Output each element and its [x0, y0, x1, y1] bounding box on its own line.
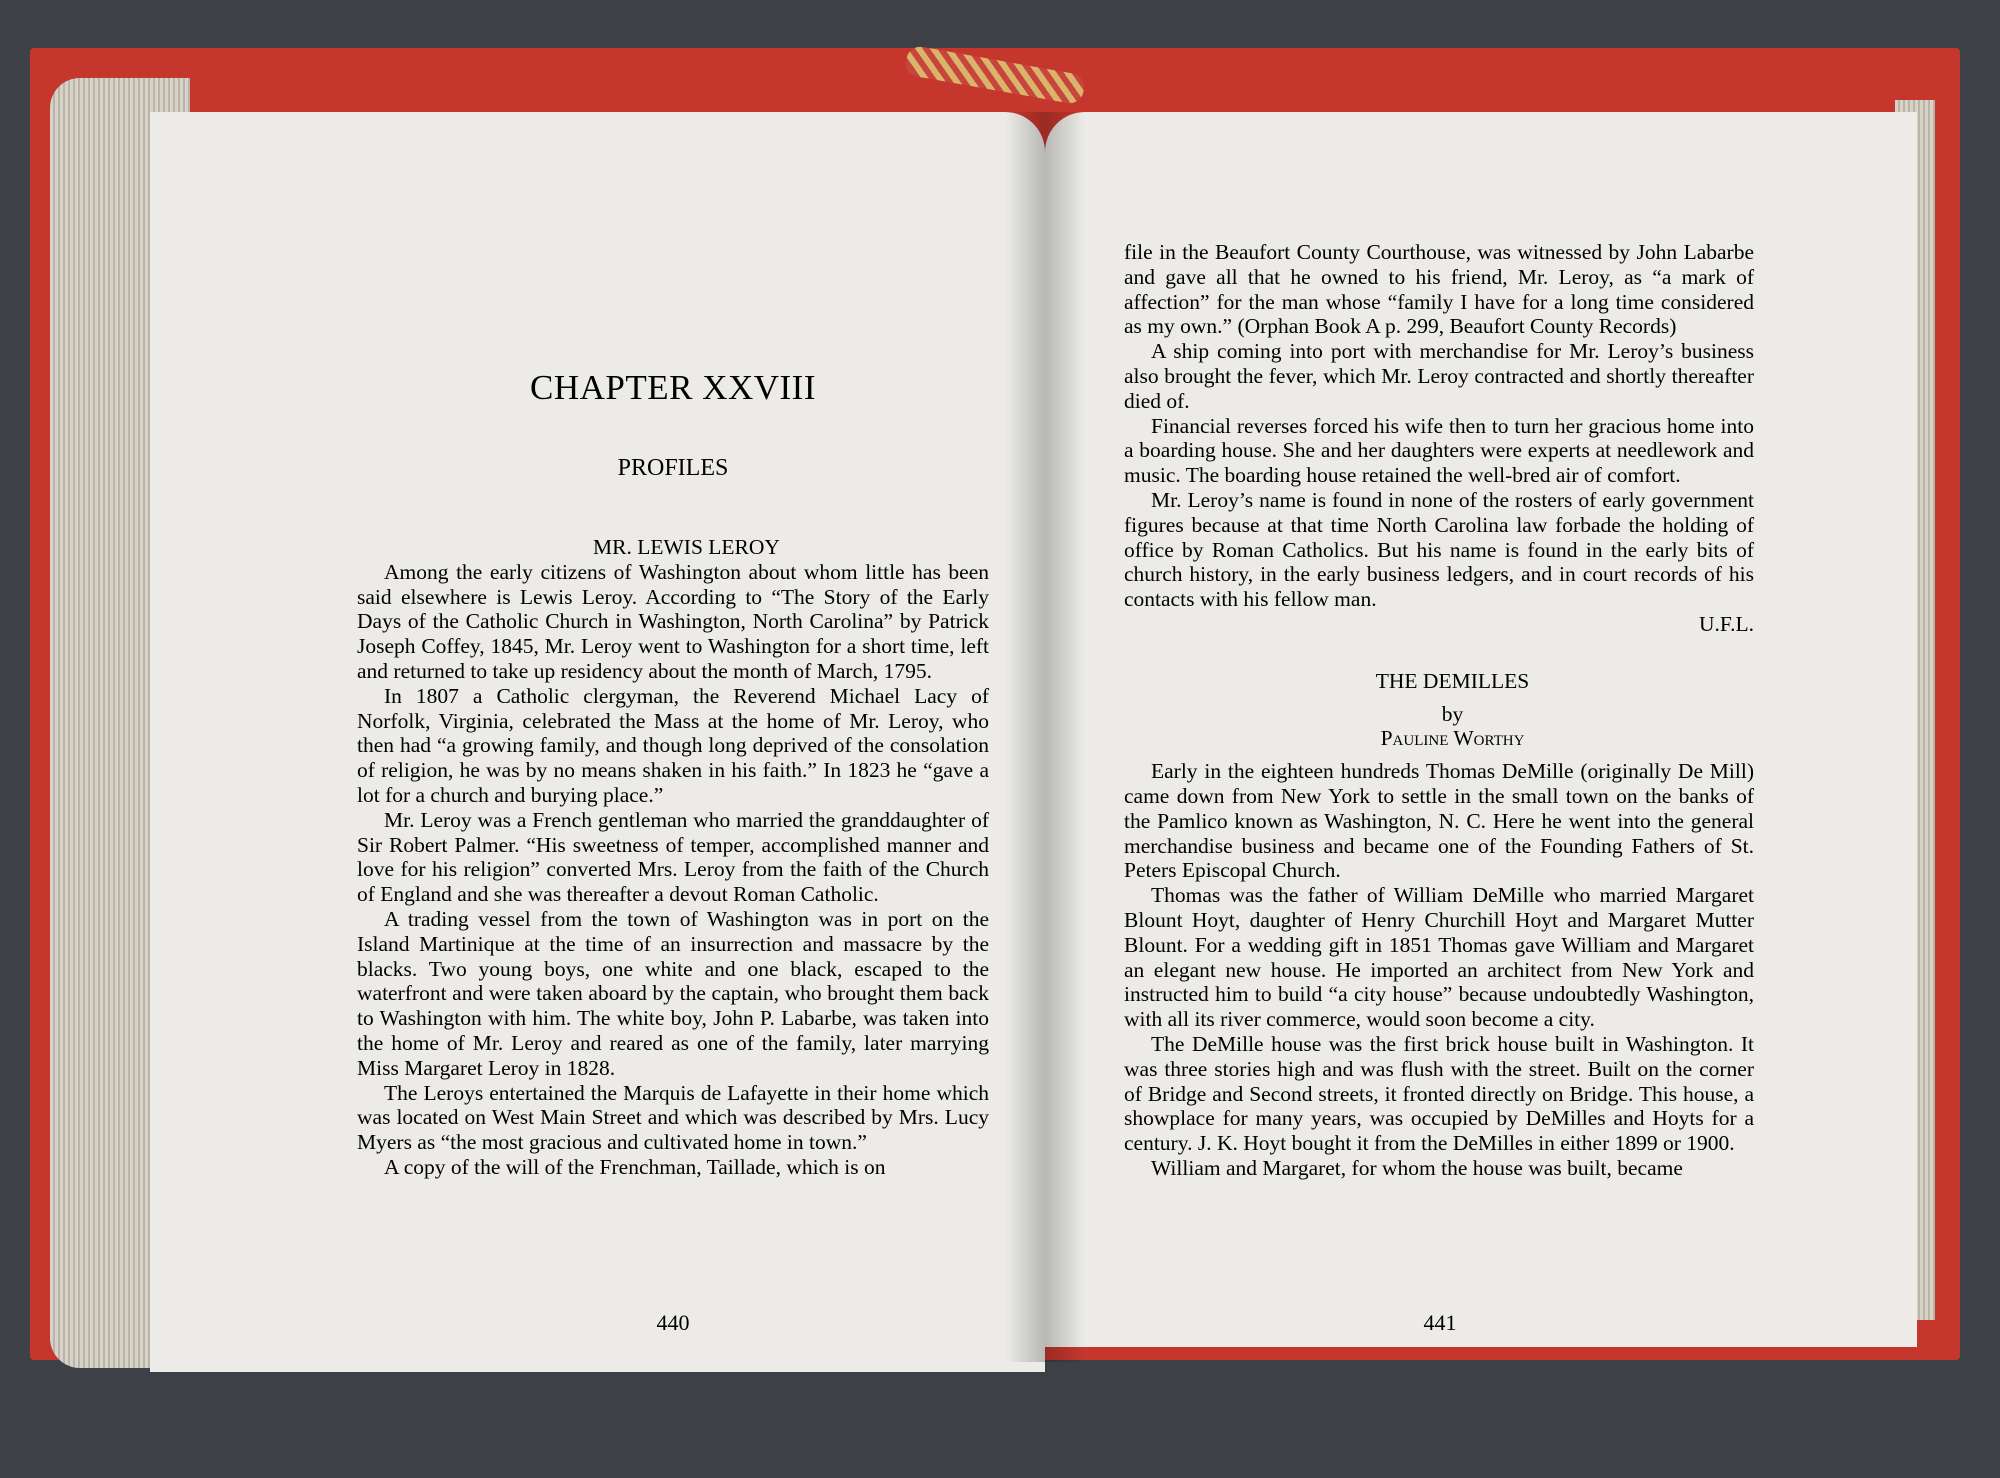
paragraph: Financial reverses forced his wife then to turn her gracious home into a boarding house. She and her daughters were experts at needlework and music. The boarding house retained the well-bred air of comfort.: [1124, 413, 1754, 488]
chapter-subtitle: PROFILES: [617, 455, 729, 481]
paragraph: Mr. Leroy was a French gentleman who married the granddaughter of Sir Robert Palmer. “His sweetness of temper, accomplished manner and love for his religion” converted Mrs. Leroy from the faith of the Church of England and she was thereafter a devout Roman Catholic.: [357, 807, 989, 907]
paragraph: Thomas was the father of William DeMille who married Margaret Blount Hoyt, daughter of Henry Churchill Hoyt and Margaret Mutter Blount. For a wedding gift in 1851 Thomas gave William and Margaret an elegant new house. He imported an architect from New York and instructed him to build “a city house” because undoubtedly Washington, with all its river commerce, would soon become a city.: [1124, 883, 1754, 1032]
paragraph: file in the Beaufort County Courthouse, was witnessed by John Labarbe and gave all that he owned to his friend, Mr. Leroy, as “a mark of affection” for the man whose “family I have for a long time considered as my own.” (Orphan Book A p. 299, Beaufort County Records): [1124, 240, 1754, 339]
paragraph: The Leroys entertained the Marquis de Lafayette in their home which was located on West Main Street and which was described by Mrs. Lucy Myers as “the most gracious and cultivated home in town.”: [357, 1080, 989, 1155]
left-page-text: [357, 535, 989, 1180]
paragraph: A copy of the will of the Frenchman, Taillade, which is on: [384, 1154, 886, 1179]
paragraph: Early in the eighteen hundreds Thomas DeMille (originally De Mill) came down from New York to settle in the small town on the banks of the Pamlico known as Washington, N. C. Here he went into the general merchandise business and became one of the Founding Fathers of St. Peters Episcopal Church.: [1124, 759, 1754, 883]
paragraph: A ship coming into port with merchandise for Mr. Leroy’s business also brought the fever, which Mr. Leroy contracted and shortly thereafter died of.: [1124, 339, 1754, 413]
paragraph: Mr. Leroy’s name is found in none of the rosters of early government figures because at that time North Carolina law forbade the holding of office by Roman Catholics. But his name is found in the early bits of church history, in the early business ledgers, and in court records of his contacts with his fellow man.: [1124, 487, 1754, 612]
right-page-text: [1124, 240, 1754, 1181]
section-heading-leroy: MR. LEWIS LEROY: [593, 535, 780, 559]
paragraph: William and Margaret, for whom the house was built, became: [1151, 1155, 1683, 1180]
signoff-initials: U.F.L.: [1698, 611, 1754, 636]
paragraph: The DeMille house was the first brick house built in Washington. It was three stories high and was flush with the street. Built on the corner of Bridge and Second streets, it fronted directly on Bridge. This house, a showplace for many years, was occupied by DeMilles and Hoyts for a century. J. K. Hoyt bought it from the DeMilles in either 1899 or 1900.: [1124, 1031, 1754, 1156]
paragraph: In 1807 a Catholic clergyman, the Reverend Michael Lacy of Norfolk, Virginia, celebrated the Mass at the home of Mr. Leroy, who then had “a growing family, and though long deprived of the consolation of religion, he was by no means shaken in his faith.” In 1823 he “gave a lot for a church and burying place.”: [357, 683, 989, 807]
paragraph: A trading vessel from the town of Washington was in port on the Island Martinique at the time of an insurrection and massacre by the blacks. Two young boys, one white and one black, escaped to the waterfront and were taken aboard by the captain, who brought them back to Washington with him. The white boy, John P. Labarbe, was taken into the home of Mr. Leroy and reared as one of the family, later marrying Miss Margaret Leroy in 1828.: [357, 906, 989, 1080]
book-gutter: [1005, 112, 1085, 1362]
byline-by: by: [1441, 701, 1464, 726]
page-number-left: 440: [656, 1310, 690, 1335]
paragraph: Among the early citizens of Washington about whom little has been said elsewhere is Lewis Leroy. According to “The Story of the Early Days of the Catholic Church in Washington, North Carolina” by Patrick Joseph Coffey, 1845, Mr. Leroy went to Washington for a short time, left and returned to take up residency about the month of March, 1795.: [357, 559, 989, 683]
section-heading-demilles: THE DEMILLES: [1375, 668, 1530, 693]
page-number-right: 441: [1423, 1310, 1457, 1335]
byline-author: Pauline Worthy: [1380, 726, 1525, 751]
chapter-title: CHAPTER XXVIII: [529, 368, 816, 407]
